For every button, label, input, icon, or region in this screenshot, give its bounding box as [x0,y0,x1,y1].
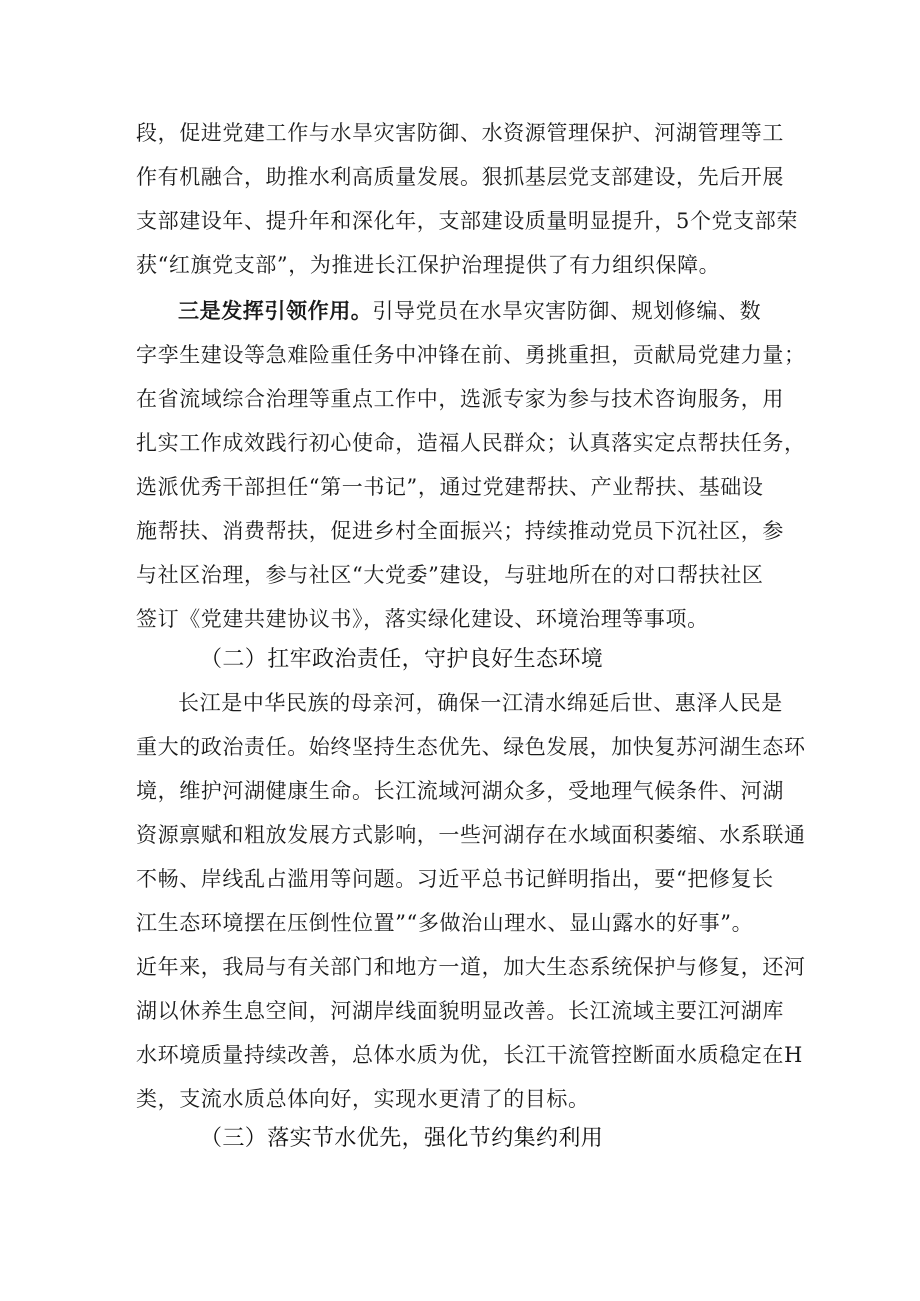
paragraph-line: 签订《党建共建协议书》，落实绿化建设、环境治理等事项。 [136,607,709,631]
paragraph-line: 在省流域综合治理等重点工作中，选派专家为参与技术咨询服务，用 [136,387,784,411]
paragraph-line: 与社区治理，参与社区“大党委”建设，与驻地所在的对口帮扶社区 [136,563,764,587]
paragraph-line: 重大的政治责任。始终坚持生态优先、绿色发展，加快复苏河湖生态环 [136,735,806,759]
paragraph-line: 支部建设年、提升年和深化年，支部建设质量明显提升，5个党支部荣 [136,209,798,233]
paragraph-line: 扎实工作成效践行初心使命，造福人民群众；认真落实定点帮扶任务， [136,431,806,455]
paragraph-line: 境，维护河湖健康生命。长江流域河湖众多，受地理气候条件、河湖 [136,779,784,803]
paragraph-line: 施帮扶、消费帮扶，促进乡村全面振兴；持续推动党员下沉社区，参 [136,519,784,543]
paragraph-line: 江生态环境摆在压倒性位置”“多做治山理水、显山露水的好事”。 [136,911,754,935]
paragraph-line: 湖以休养生息空间，河湖岸线面貌明显改善。长江流域主要江河湖库 [136,999,784,1023]
paragraph-line: 选派优秀干部担任“第一书记”，通过党建帮扶、产业帮扶、基础设 [136,475,764,499]
paragraph-line: 作有机融合，助推水利高质量发展。狠抓基层党支部建设，先后开展 [136,165,784,189]
paragraph-line: 资源禀赋和粗放发展方式影响，一些河湖存在水域面积萎缩、水系联通 [136,823,806,847]
paragraph-line: 获“红旗党支部”，为推进长江保护治理提供了有力组织保障。 [136,253,721,277]
paragraph-first-line [178,296,796,326]
paragraph-first-line-text: 引导党员在水旱灾害防御、规划修编、数 [372,299,762,323]
paragraph-line: 段，促进党建工作与水旱灾害防御、水资源管理保护、河湖管理等工 [136,121,784,145]
paragraph-line: 长江是中华民族的母亲河，确保一江清水绵延后世、惠泽人民是 [178,691,783,715]
section-heading: （三）落实节水优先，强化节约集约利用 [200,1126,604,1151]
paragraph-lead: 三是发挥引领作用。 [178,299,373,323]
paragraph-line: 近年来，我局与有关部门和地方一道，加大生态系统保护与修复，还河 [136,955,806,979]
paragraph-line: 类，支流水质总体向好，实现水更清了的目标。 [136,1087,590,1111]
section-heading: （二）扛牢政治责任，守护良好生态环境 [200,647,604,672]
paragraph-line: 字孪生建设等急难险重任务中冲锋在前、勇挑重担，贡献局党建力量； [136,343,806,367]
paragraph-line: 不畅、岸线乱占滥用等问题。习近平总书记鲜明指出，要“把修复长 [136,867,774,891]
paragraph-line: 水环境质量持续改善，总体水质为优，长江干流管控断面水质稳定在H [136,1043,803,1067]
